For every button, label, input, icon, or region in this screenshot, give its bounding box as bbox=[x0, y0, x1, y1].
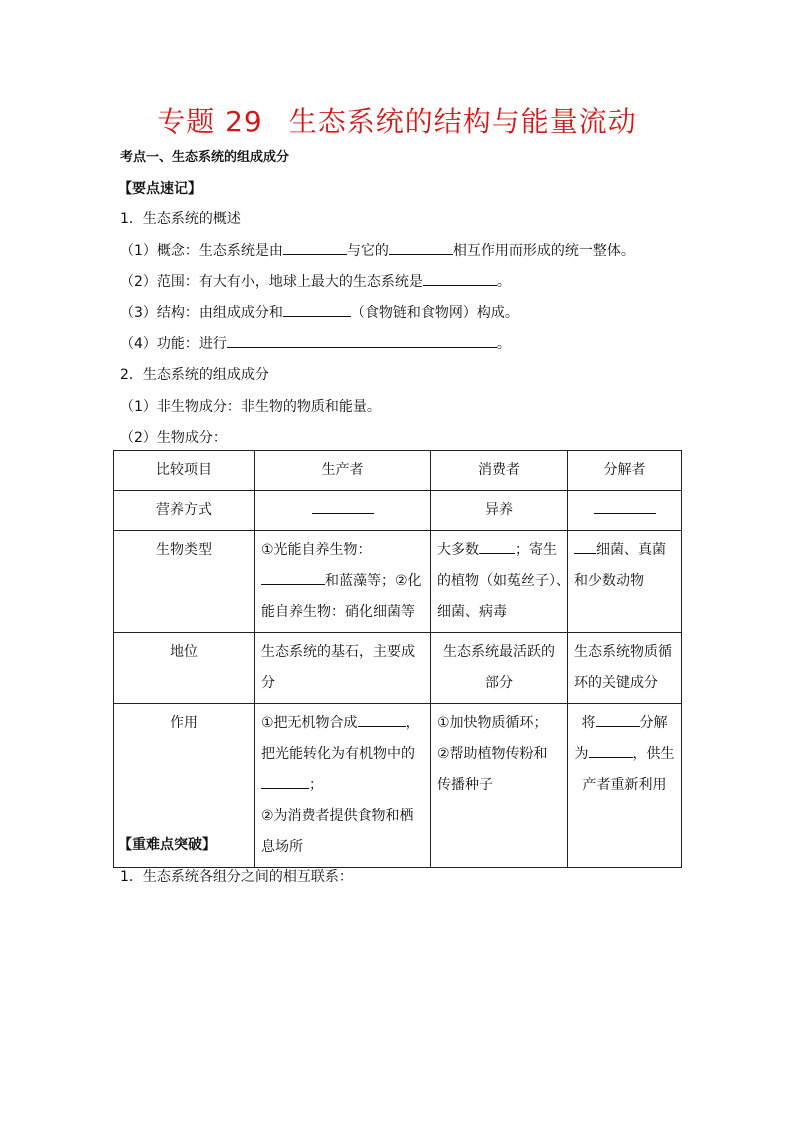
decomposer-status-cell bbox=[568, 633, 682, 704]
title-number: 专题 29 bbox=[157, 105, 263, 138]
cell-text: ，供生 bbox=[632, 746, 675, 762]
table-header-row bbox=[114, 451, 682, 491]
cell-text: ；寄生 bbox=[515, 542, 557, 558]
cell-text: 将 bbox=[581, 715, 596, 731]
table-header-cell: 比较项目 bbox=[114, 451, 255, 491]
cell-text: 的植物（如菟丝子）、 bbox=[437, 573, 570, 589]
cell-text: 细菌、病毒 bbox=[437, 604, 507, 620]
function-text: （4）功能：进行 bbox=[120, 336, 227, 352]
row-label-nutrition: 营养方式 bbox=[114, 491, 255, 531]
cell-text: 大多数 bbox=[437, 542, 479, 558]
cell-text: ， bbox=[405, 715, 420, 731]
fill-blank[interactable] bbox=[261, 774, 309, 789]
fill-blank[interactable] bbox=[423, 271, 497, 286]
kaodian-heading: 考点一、生态系统的组成成分 bbox=[120, 150, 290, 165]
abiotic-line: （1）非生物成分：非生物的物质和能量。 bbox=[120, 399, 381, 415]
concept-text-c: 相互作用而形成的统一整体。 bbox=[452, 243, 635, 259]
consumer-nutrition-cell: 异养 bbox=[431, 491, 568, 531]
consumer-status-cell bbox=[431, 633, 568, 704]
cell-text: 生态系统物质循 bbox=[574, 644, 672, 660]
producer-nutrition-cell bbox=[255, 491, 431, 531]
fill-blank[interactable] bbox=[594, 499, 656, 514]
table-row bbox=[114, 491, 682, 531]
comparison-table bbox=[113, 450, 682, 868]
row-label-role: 作用 bbox=[114, 704, 255, 868]
decomposer-type-cell bbox=[568, 531, 682, 633]
relations-heading: 1．生态系统各组分之间的相互联系： bbox=[120, 869, 353, 885]
fill-blank[interactable] bbox=[261, 570, 325, 585]
cell-text: 息场所 bbox=[261, 839, 303, 855]
fill-blank[interactable] bbox=[358, 712, 406, 727]
cell-text: ； bbox=[309, 777, 323, 793]
consumer-type-cell bbox=[431, 531, 568, 633]
consumer-role-cell bbox=[431, 704, 568, 868]
table-header-cell: 分解者 bbox=[568, 451, 682, 491]
row-label-type: 生物类型 bbox=[114, 531, 255, 633]
page-title bbox=[0, 100, 794, 140]
producer-status-cell: 生态系统的基石，主要成分 bbox=[255, 633, 431, 704]
table-row bbox=[114, 633, 682, 704]
cell-text: 生态系统最活跃的 bbox=[443, 644, 555, 660]
cell-text: 产者重新利用 bbox=[582, 777, 667, 793]
cell-text: ②为消费者提供食物和栖 bbox=[261, 808, 414, 824]
concept-line bbox=[120, 240, 635, 260]
range-text: （2）范围：有大有小，地球上最大的生态系统是 bbox=[120, 274, 423, 290]
structure-end: （食物链和食物网）构成。 bbox=[350, 305, 519, 321]
function-line bbox=[120, 333, 511, 353]
table-row bbox=[114, 531, 682, 633]
section-key-points: 【要点速记】 bbox=[118, 181, 202, 197]
cell-text: 和蓝藻等；②化 bbox=[325, 573, 422, 589]
concept-text-a: （1）概念：生态系统是由 bbox=[120, 243, 283, 259]
cell-text: 和少数动物 bbox=[574, 573, 644, 589]
fill-blank[interactable] bbox=[574, 539, 596, 554]
decomposer-nutrition-cell bbox=[568, 491, 682, 531]
cell-text: 细菌、真菌 bbox=[596, 542, 666, 558]
producer-type-cell bbox=[255, 531, 431, 633]
section-key-difficult: 【重难点突破】 bbox=[118, 837, 216, 853]
cell-text: 传播种子 bbox=[437, 777, 493, 793]
cell-text: 能自养生物：硝化细菌等 bbox=[261, 604, 415, 620]
range-line bbox=[120, 271, 511, 291]
components-heading: 2．生态系统的组成成分 bbox=[120, 367, 269, 383]
concept-text-b: 与它的 bbox=[346, 243, 389, 259]
table-header-cell: 生产者 bbox=[255, 451, 431, 491]
biotic-line: （2）生物成分： bbox=[120, 430, 227, 446]
table-header-cell: 消费者 bbox=[431, 451, 568, 491]
overview-heading: 1．生态系统的概述 bbox=[120, 211, 241, 227]
cell-text: ①把无机物合成 bbox=[261, 715, 358, 731]
cell-text: 环的关键成分 bbox=[574, 675, 658, 691]
cell-text: 把光能转化为有机物中的 bbox=[261, 746, 415, 762]
fill-blank[interactable] bbox=[389, 240, 453, 255]
title-text: 生态系统的结构与能量流动 bbox=[288, 105, 637, 138]
fill-blank[interactable] bbox=[312, 499, 374, 514]
cell-text: 为 bbox=[574, 746, 589, 762]
fill-blank[interactable] bbox=[479, 539, 515, 554]
cell-text: ①光能自养生物： bbox=[261, 542, 372, 558]
structure-line bbox=[120, 302, 519, 322]
cell-text: 部分 bbox=[485, 675, 513, 691]
cell-text: 分解 bbox=[639, 715, 668, 731]
fill-blank[interactable] bbox=[283, 302, 351, 317]
cell-text: ②帮助植物传粉和 bbox=[437, 746, 548, 762]
decomposer-role-cell bbox=[568, 704, 682, 868]
fill-blank[interactable] bbox=[283, 240, 347, 255]
function-end: 。 bbox=[496, 336, 511, 352]
range-end: 。 bbox=[496, 274, 511, 290]
fill-blank[interactable] bbox=[227, 333, 497, 348]
structure-text: （3）结构：由组成成分和 bbox=[120, 305, 283, 321]
fill-blank[interactable] bbox=[589, 743, 633, 758]
fill-blank[interactable] bbox=[596, 712, 640, 727]
cell-text: ①加快物质循环； bbox=[437, 715, 548, 731]
row-label-status: 地位 bbox=[114, 633, 255, 704]
producer-role-cell bbox=[255, 704, 431, 868]
